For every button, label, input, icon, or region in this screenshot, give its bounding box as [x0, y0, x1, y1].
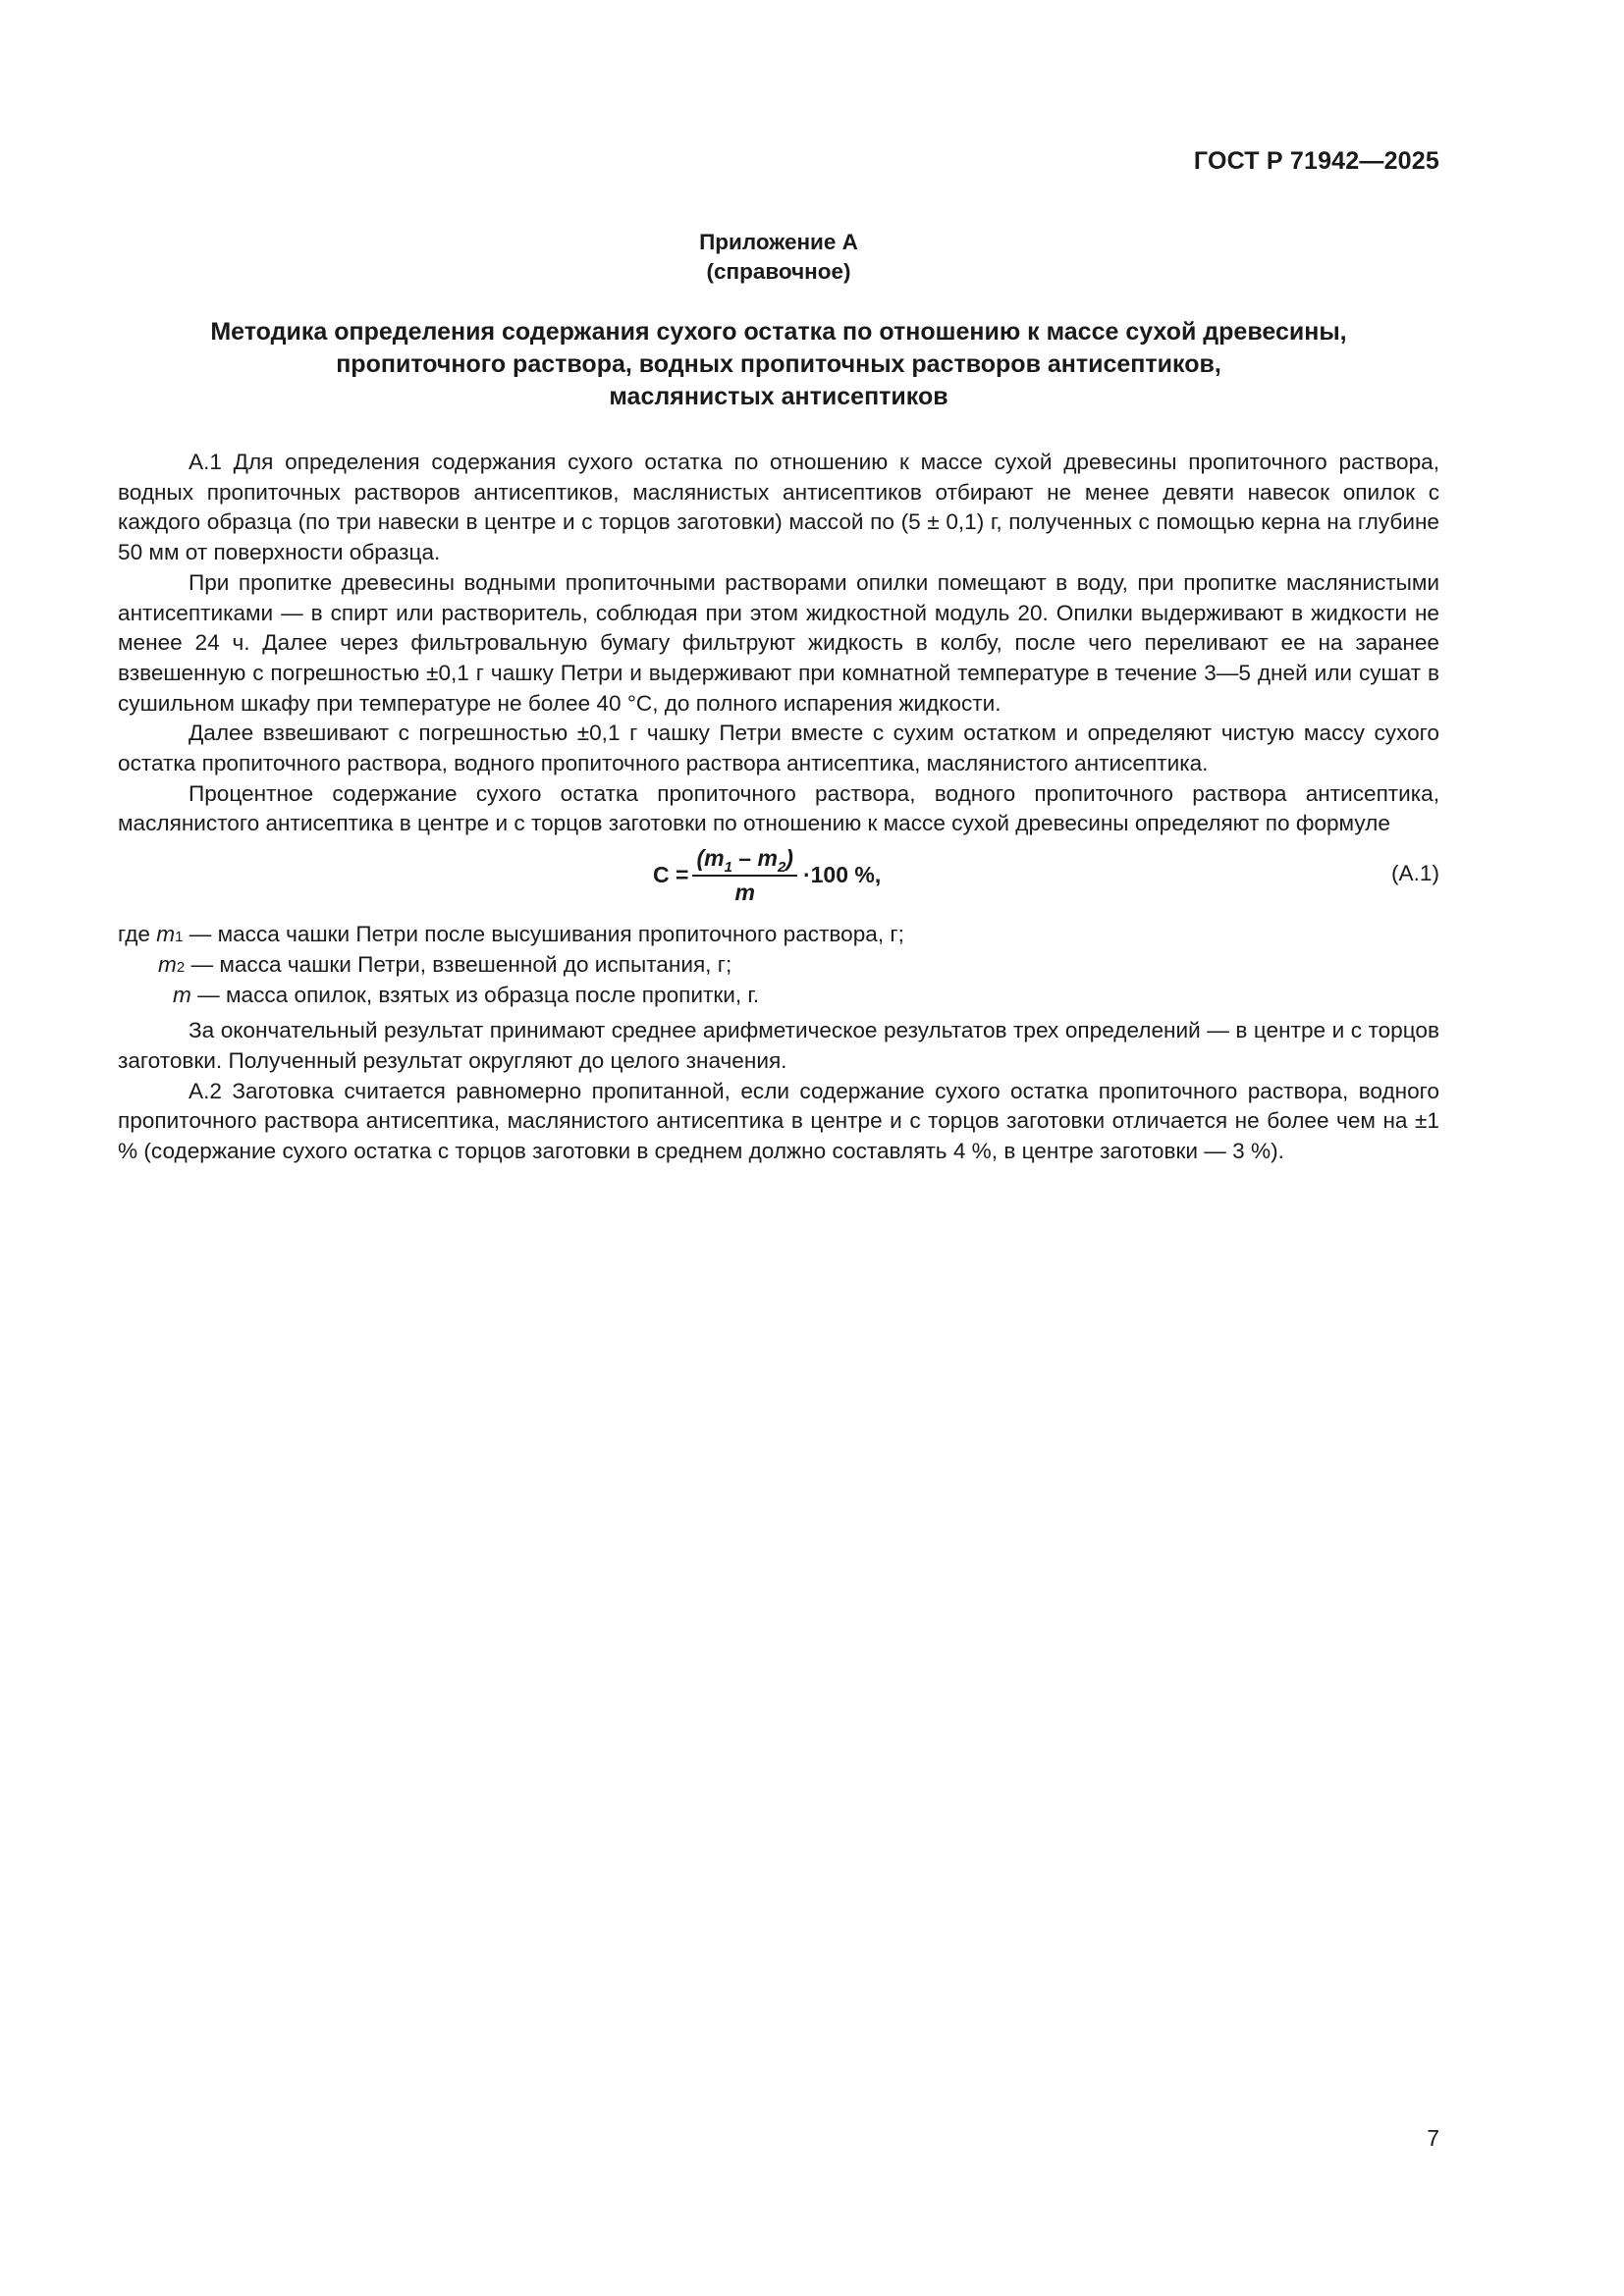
paragraph-a2: А.2 Заготовка считается равномерно пропитанной, если содержание сухого остатка пропиточного раствора, водного пропиточного раствора антисептика, маслянистого антисептика в центре и с торцов заготовки отличается не более чем на ±1 % (содержание сухого остатка с торцов заготовки в среднем должно составлять 4 %, в центре заготовки — 3 %).: [118, 1078, 1439, 1164]
annex-title-line-2: пропиточного раствора, водных пропиточных растворов антисептиков,: [336, 350, 1221, 378]
variable-m: [118, 981, 1439, 1011]
formula-rhs: ·100 %,: [802, 862, 882, 888]
paragraph-soaking: При пропитке древесины водными пропиточными растворами опилки помещают в воду, при пропитке маслянистыми антисептиками — в спирт или растворитель, соблюдая при этом жидкостной модуль 20. Опилки выдерживают в жидкости не менее 24 ч. Далее через фильтровальную бумагу фильтруют жидкость в колбу, после чего переливают ее на заранее взвешенную с погрешностью ±0,1 г чашку Петри и выдерживают при комнатной температуре в течение 3—5 дней или сушат в сушильном шкафу при температуре не более 40 °С, до полного испарения жидкости.: [118, 569, 1439, 716]
document-body: [118, 448, 1439, 1167]
variable-m2-desc: — масса чашки Петри, взвешенной до испытания, г;: [185, 951, 732, 977]
formula-minus: –: [731, 845, 758, 872]
formula-m2-sub: 2: [777, 859, 786, 877]
paragraph-a1: А.1 Для определения содержания сухого остатка по отношению к массе сухой древесины пропиточного раствора, водных пропиточных растворов антисептиков, маслянистых антисептиков отбирают не менее девяти навесок опилок с каждого образца (по три навески в центре и с торцов заготовки) массой по (5 ± 0,1) г, полученных с помощью керна на глубине 50 мм от поверхности образца.: [118, 450, 1439, 565]
variable-m-symbol: m: [173, 982, 191, 1007]
paragraph-weighing: Далее взвешивают с погрешностью ±0,1 г чашку Петри вместе с сухим остатком и определяют чистую массу сухого остатка пропиточного раствора, водного пропиточного раствора антисептика, маслянистого антисептика.: [118, 721, 1439, 776]
formula-row: [118, 841, 1439, 920]
formula-number: (А.1): [1391, 861, 1439, 886]
formula-m1-sub: 1: [724, 859, 732, 877]
annex-heading: [118, 228, 1439, 287]
document-code: ГОСТ Р 71942—2025: [1193, 147, 1439, 175]
formula-denominator: m: [734, 879, 755, 905]
formula-lhs: C =: [653, 862, 689, 888]
annex-label: Приложение А: [699, 230, 858, 254]
page-number: 7: [1427, 2125, 1439, 2151]
variable-definitions: [118, 920, 1439, 1010]
variable-m2-symbol: m: [158, 951, 177, 977]
variable-m2: m 2 — масса чашки Петри, взвешенной до испытания, г;: [118, 950, 1439, 981]
formula-paren-close: ): [785, 845, 793, 872]
annex-title-line-1: Методика определения содержания сухого остатка по отношению к массе сухой древесины,: [210, 318, 1347, 346]
variable-lead: где: [118, 922, 157, 947]
formula-paren-open: (: [696, 845, 705, 872]
annex-kind: (справочное): [706, 259, 851, 284]
paragraph-final-result: За окончательный результат принимают среднее арифметическое результатов трех определений — в центре и с торцов заготовки. Полученный результат округляют до целого значения.: [118, 1018, 1439, 1073]
formula-m1: m: [704, 845, 725, 872]
annex-title-line-3: маслянистых антисептиков: [609, 383, 948, 410]
variable-m1-desc: — масса чашки Петри после высушивания пропиточного раствора, г;: [183, 922, 904, 947]
formula-fraction: [692, 843, 797, 907]
annex-title: [118, 316, 1439, 413]
variable-m1: где m 1 — масса чашки Петри после высушивания пропиточного раствора, г;: [118, 920, 1439, 950]
formula: [653, 843, 881, 907]
paragraph-percentage: Процентное содержание сухого остатка пропиточного раствора, водного пропиточного раствора антисептика, маслянистого антисептика в центре и с торцов заготовки по отношению к массе сухой древесины определяют по формуле: [118, 780, 1439, 836]
variable-m1-symbol: m: [156, 922, 176, 947]
formula-numerator: [692, 843, 797, 877]
variable-m-desc: — масса опилок, взятых из образца после пропитки, г.: [190, 982, 760, 1007]
formula-m2: m: [757, 845, 778, 872]
